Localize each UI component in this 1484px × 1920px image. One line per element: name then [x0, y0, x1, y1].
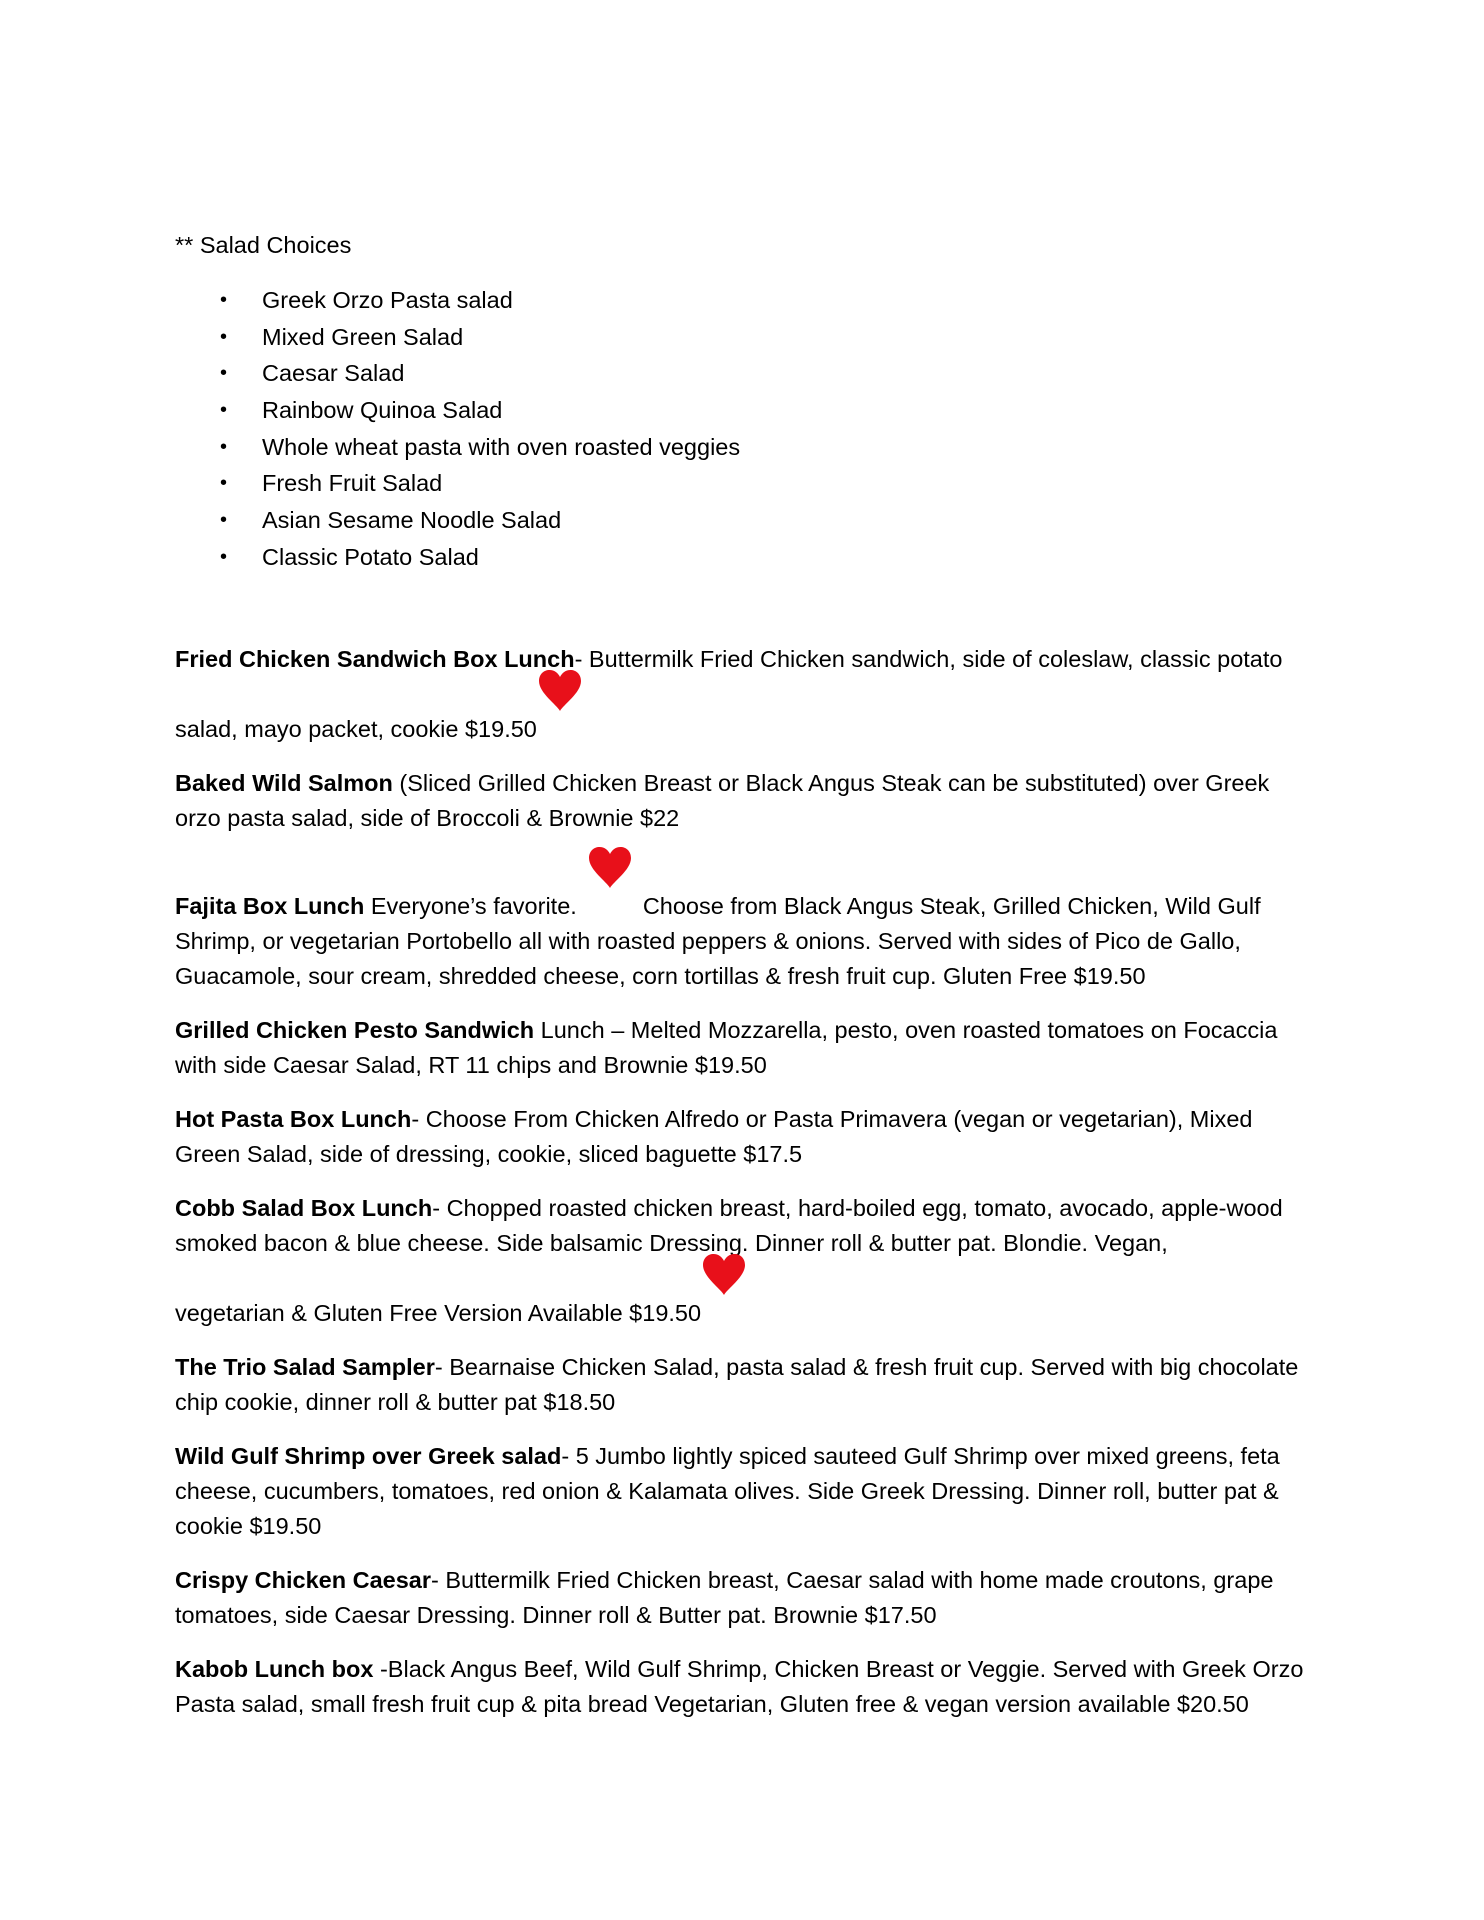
item-description: - Buttermilk Fried Chicken breast, Caesar salad with home made croutons, grape tomatoes, side Caesar Dressing. Dinner roll & Butter pat. Brownie $17.50	[175, 1566, 1274, 1628]
heart-icon	[587, 872, 633, 916]
item-description: - Choose From Chicken Alfredo or Pasta Primavera (vegan or vegetarian), Mixed Green Salad, side of dressing, cookie, sliced baguette $17.5	[175, 1105, 1253, 1167]
list-item: • Whole wheat pasta with oven roasted veggies	[175, 429, 1315, 466]
item-name: Kabob Lunch box	[175, 1655, 374, 1682]
bullet-icon: •	[220, 289, 228, 311]
item-description: Lunch – Melted Mozzarella, pesto, oven roasted tomatoes on Focaccia with side Caesar Salad, RT 11 chips and Brownie $19.50	[175, 1016, 1278, 1078]
heart-icon	[701, 1279, 747, 1323]
bullet-icon: •	[220, 509, 228, 532]
item-name: Hot Pasta Box Lunch	[175, 1105, 412, 1132]
list-item: • Classic Potato Salad	[175, 539, 1315, 576]
list-item: • Greek Orzo Pasta salad	[175, 282, 1315, 319]
item-description: - Bearnaise Chicken Salad, pasta salad & fresh fruit cup. Served with big chocolate chip cookie, dinner roll & butter pat $18.50	[175, 1353, 1299, 1415]
item-description: Choose from Black Angus Steak, Grilled Chicken, Wild Gulf Shrimp, or vegetarian Portobello all with roasted peppers & onions. Served with sides of Pico de Gallo, Guacamole, sour cream, shredded cheese, corn tortillas & fresh fruit cup. Gluten Free $19.50	[175, 892, 1261, 989]
box-lunch-menu	[175, 642, 1315, 1722]
item-description: -Black Angus Beef, Wild Gulf Shrimp, Chicken Breast or Veggie. Served with Greek Orzo Pasta salad, small fresh fruit cup & pita bread Vegetarian, Gluten free & vegan version available $20.50	[175, 1655, 1304, 1717]
item-description: - Chopped roasted chicken breast, hard-boiled egg, tomato, avocado, apple-wood smoked bacon & blue cheese. Side balsamic Dressing. Dinner roll & butter pat. Blondie. Vegan,	[175, 1194, 1283, 1256]
bullet-icon: •	[220, 472, 228, 495]
item-description: salad, mayo packet, cookie $19.50	[175, 715, 537, 742]
bullet-icon: •	[220, 325, 228, 348]
item-name: Grilled Chicken Pesto Sandwich	[175, 1016, 535, 1043]
menu-item-fajita-box-lunch	[175, 872, 1315, 994]
item-description: - Buttermilk Fried Chicken sandwich, side of coleslaw, classic potato	[574, 645, 1283, 672]
item-name: Fried Chicken Sandwich Box Lunch	[175, 645, 575, 672]
menu-page	[175, 228, 1315, 1741]
menu-item-hot-pasta-box-lunch	[175, 1102, 1315, 1172]
salad-choices-list	[175, 282, 1315, 576]
menu-item-crispy-chicken-caesar	[175, 1563, 1315, 1633]
heart-icon	[537, 695, 583, 739]
bullet-icon: •	[220, 435, 228, 458]
item-description: Everyone’s favorite.	[364, 892, 577, 919]
list-item: • Mixed Green Salad	[175, 319, 1315, 356]
menu-item-kabob-lunch-box	[175, 1652, 1315, 1722]
item-name: Cobb Salad Box Lunch	[175, 1194, 433, 1221]
menu-item-trio-salad-sampler	[175, 1350, 1315, 1420]
item-name: Baked Wild Salmon	[175, 769, 393, 796]
item-name: Crispy Chicken Caesar	[175, 1566, 432, 1593]
item-description: vegetarian & Gluten Free Version Available $19.50	[175, 1299, 702, 1326]
bullet-icon: •	[220, 545, 228, 568]
bullet-icon: •	[220, 399, 228, 422]
item-name: Wild Gulf Shrimp over Greek salad	[175, 1442, 562, 1469]
item-description: - 5 Jumbo lightly spiced sauteed Gulf Shrimp over mixed greens, feta cheese, cucumbers, tomatoes, red onion & Kalamata olives. Side Greek Dressing. Dinner roll, butter pat & cookie $19.50	[175, 1442, 1280, 1539]
item-name: The Trio Salad Sampler	[175, 1353, 435, 1380]
salad-choices-heading: ** Salad Choices	[175, 232, 352, 258]
menu-item-grilled-chicken-pesto	[175, 1013, 1315, 1083]
list-item: • Caesar Salad	[175, 355, 1315, 392]
menu-item-fried-chicken-sandwich	[175, 642, 1315, 747]
list-item: • Asian Sesame Noodle Salad	[175, 502, 1315, 539]
item-name: Fajita Box Lunch	[175, 892, 365, 919]
menu-item-cobb-salad	[175, 1191, 1315, 1331]
item-description: (Sliced Grilled Chicken Breast or Black Angus Steak can be substituted) over Greek orzo pasta salad, side of Broccoli & Brownie $22	[175, 769, 1270, 831]
menu-item-wild-gulf-shrimp-greek	[175, 1439, 1315, 1544]
bullet-icon: •	[220, 362, 228, 385]
list-item: • Rainbow Quinoa Salad	[175, 392, 1315, 429]
menu-item-baked-wild-salmon	[175, 766, 1315, 836]
list-item: • Fresh Fruit Salad	[175, 465, 1315, 502]
